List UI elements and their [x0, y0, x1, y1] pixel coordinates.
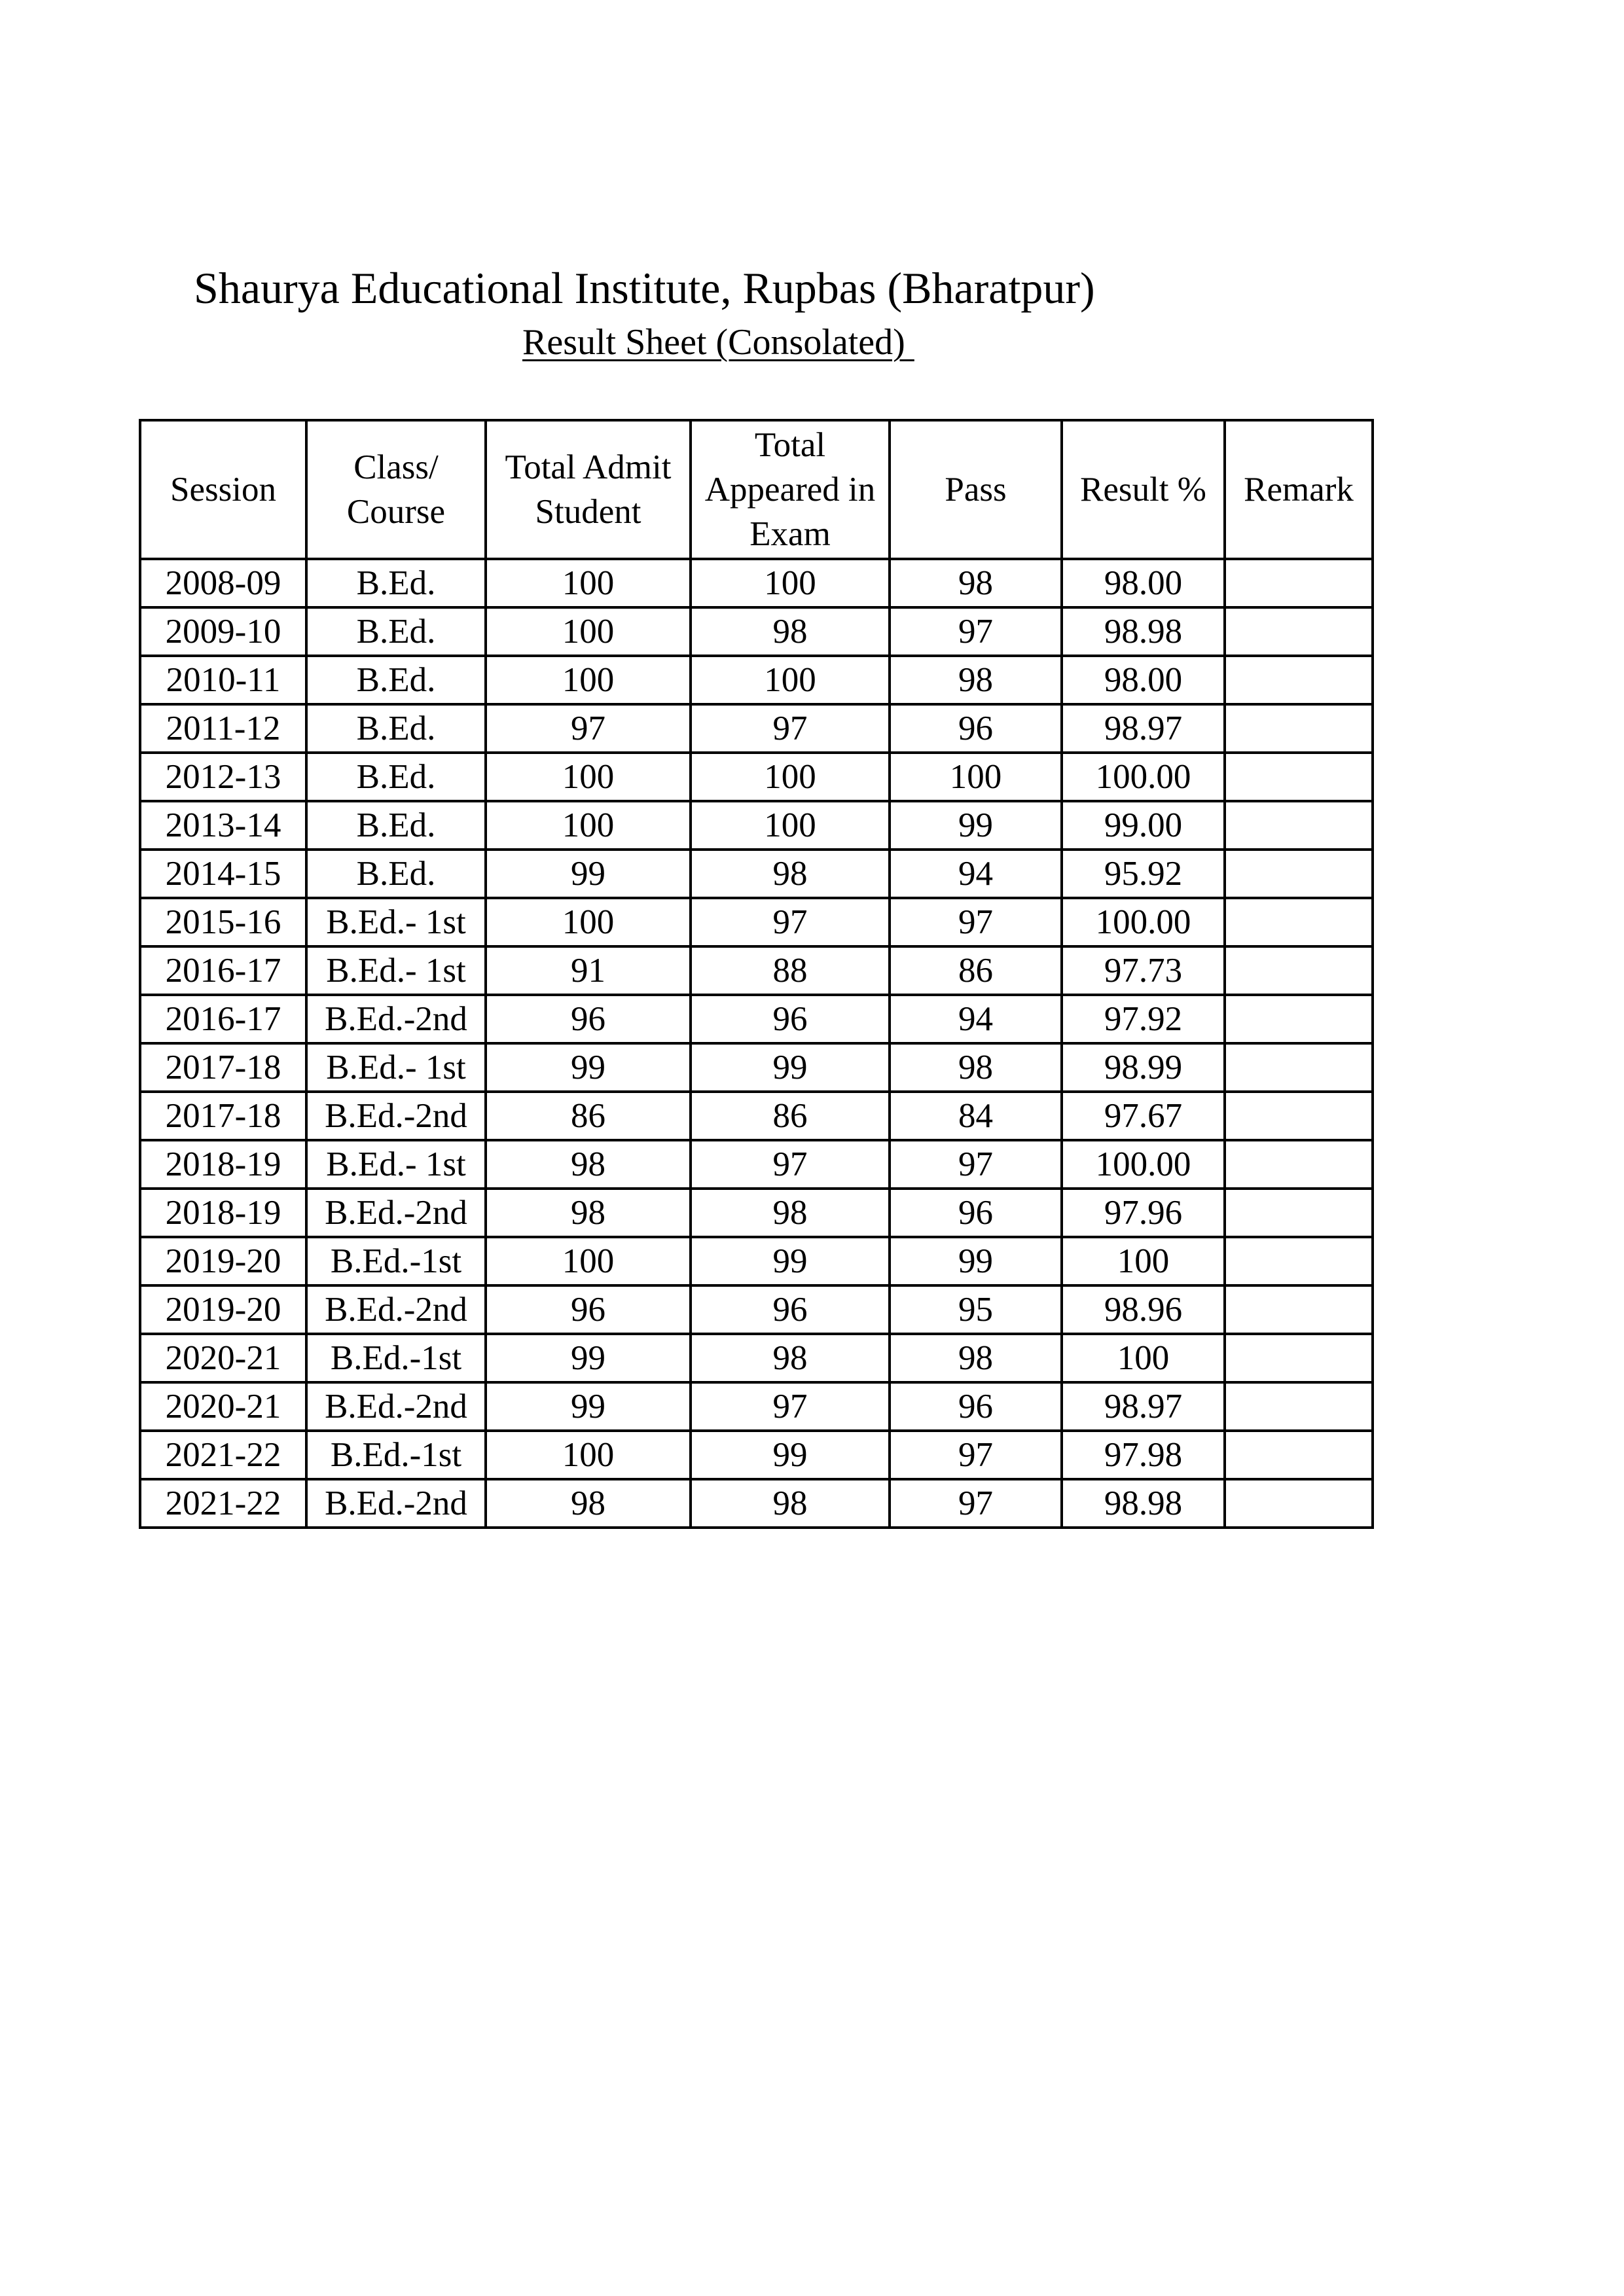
table-row — [140, 704, 1373, 753]
table-row — [140, 1237, 1373, 1285]
course-cell: B.Ed. — [306, 753, 486, 801]
pass-cell: 96 — [890, 1189, 1062, 1237]
pass-cell: 94 — [890, 850, 1062, 898]
course-cell: B.Ed.- 1st — [306, 1140, 486, 1189]
results-table — [139, 419, 1374, 1529]
result-percent-cell: 97.96 — [1062, 1189, 1225, 1237]
total-appeared-cell: 98 — [691, 1189, 890, 1237]
pass-cell: 98 — [890, 1043, 1062, 1092]
total-appeared-cell: 100 — [691, 801, 890, 850]
pass-cell: 95 — [890, 1285, 1062, 1334]
total-admit-cell: 100 — [486, 607, 691, 656]
pass-cell: 94 — [890, 995, 1062, 1043]
total-appeared-cell: 98 — [691, 607, 890, 656]
pass-cell: 97 — [890, 1140, 1062, 1189]
pass-cell: 96 — [890, 704, 1062, 753]
total-admit-cell: 99 — [486, 1043, 691, 1092]
course-cell: B.Ed. — [306, 656, 486, 704]
total-appeared-cell: 100 — [691, 559, 890, 607]
total-appeared-cell: 97 — [691, 1382, 890, 1431]
total-appeared-cell: 97 — [691, 704, 890, 753]
session-cell: 2014-15 — [140, 850, 306, 898]
result-percent-cell: 100.00 — [1062, 753, 1225, 801]
pass-cell: 99 — [890, 1237, 1062, 1285]
total-appeared-cell: 98 — [691, 850, 890, 898]
course-cell: B.Ed.- 1st — [306, 946, 486, 995]
table-row — [140, 1043, 1373, 1092]
course-cell: B.Ed.-2nd — [306, 1479, 486, 1528]
table-row — [140, 946, 1373, 995]
remark-cell — [1225, 1237, 1373, 1285]
session-cell: 2018-19 — [140, 1189, 306, 1237]
total-admit-cell: 96 — [486, 1285, 691, 1334]
pass-cell: 97 — [890, 607, 1062, 656]
remark-cell — [1225, 1479, 1373, 1528]
course-cell: B.Ed.-1st — [306, 1431, 486, 1479]
total-appeared-cell: 99 — [691, 1431, 890, 1479]
pass-cell: 98 — [890, 656, 1062, 704]
total-admit-cell: 91 — [486, 946, 691, 995]
total-appeared-cell: 99 — [691, 1237, 890, 1285]
remark-cell — [1225, 1334, 1373, 1382]
remark-cell — [1225, 656, 1373, 704]
total-appeared-cell: 100 — [691, 656, 890, 704]
total-admit-cell: 100 — [486, 656, 691, 704]
table-row — [140, 1140, 1373, 1189]
remark-cell — [1225, 1285, 1373, 1334]
remark-cell — [1225, 1043, 1373, 1092]
session-cell: 2015-16 — [140, 898, 306, 946]
result-percent-cell: 100.00 — [1062, 898, 1225, 946]
pass-cell: 96 — [890, 1382, 1062, 1431]
table-row — [140, 1189, 1373, 1237]
total-appeared-cell: 86 — [691, 1092, 890, 1140]
result-percent-cell: 98.00 — [1062, 559, 1225, 607]
session-cell: 2021-22 — [140, 1479, 306, 1528]
result-percent-cell: 100 — [1062, 1334, 1225, 1382]
header-session: Session — [140, 420, 306, 559]
remark-cell — [1225, 1382, 1373, 1431]
total-admit-cell: 100 — [486, 801, 691, 850]
total-admit-cell: 98 — [486, 1479, 691, 1528]
session-cell: 2016-17 — [140, 995, 306, 1043]
course-cell: B.Ed. — [306, 801, 486, 850]
table-row — [140, 1092, 1373, 1140]
document-subtitle: Result Sheet (Consolated) — [522, 322, 914, 363]
total-admit-cell: 98 — [486, 1189, 691, 1237]
remark-cell — [1225, 801, 1373, 850]
session-cell: 2010-11 — [140, 656, 306, 704]
session-cell: 2016-17 — [140, 946, 306, 995]
remark-cell — [1225, 1140, 1373, 1189]
remark-cell — [1225, 995, 1373, 1043]
session-cell: 2019-20 — [140, 1285, 306, 1334]
header-total-admit: Total Admit Student — [486, 420, 691, 559]
total-admit-cell: 98 — [486, 1140, 691, 1189]
pass-cell: 100 — [890, 753, 1062, 801]
remark-cell — [1225, 607, 1373, 656]
header-row — [140, 420, 1373, 559]
total-admit-cell: 100 — [486, 753, 691, 801]
total-appeared-cell: 88 — [691, 946, 890, 995]
result-percent-cell: 95.92 — [1062, 850, 1225, 898]
pass-cell: 97 — [890, 1479, 1062, 1528]
session-cell: 2011-12 — [140, 704, 306, 753]
remark-cell — [1225, 704, 1373, 753]
total-appeared-cell: 98 — [691, 1479, 890, 1528]
table-row — [140, 1382, 1373, 1431]
course-cell: B.Ed.-1st — [306, 1334, 486, 1382]
remark-cell — [1225, 753, 1373, 801]
course-cell: B.Ed.-1st — [306, 1237, 486, 1285]
session-cell: 2020-21 — [140, 1382, 306, 1431]
total-admit-cell: 100 — [486, 559, 691, 607]
course-cell: B.Ed. — [306, 704, 486, 753]
table-row — [140, 801, 1373, 850]
total-appeared-cell: 97 — [691, 1140, 890, 1189]
result-percent-cell: 100 — [1062, 1237, 1225, 1285]
pass-cell: 98 — [890, 1334, 1062, 1382]
session-cell: 2020-21 — [140, 1334, 306, 1382]
remark-cell — [1225, 850, 1373, 898]
course-cell: B.Ed.-2nd — [306, 1092, 486, 1140]
total-appeared-cell: 97 — [691, 898, 890, 946]
result-percent-cell: 97.73 — [1062, 946, 1225, 995]
session-cell: 2019-20 — [140, 1237, 306, 1285]
pass-cell: 97 — [890, 1431, 1062, 1479]
result-percent-cell: 98.97 — [1062, 1382, 1225, 1431]
course-cell: B.Ed.-2nd — [306, 995, 486, 1043]
total-admit-cell: 99 — [486, 1382, 691, 1431]
pass-cell: 86 — [890, 946, 1062, 995]
total-appeared-cell: 96 — [691, 995, 890, 1043]
remark-cell — [1225, 1092, 1373, 1140]
table-row — [140, 995, 1373, 1043]
total-admit-cell: 100 — [486, 1237, 691, 1285]
result-percent-cell: 98.97 — [1062, 704, 1225, 753]
session-cell: 2021-22 — [140, 1431, 306, 1479]
table-row — [140, 656, 1373, 704]
course-cell: B.Ed.-2nd — [306, 1382, 486, 1431]
session-cell: 2018-19 — [140, 1140, 306, 1189]
session-cell: 2008-09 — [140, 559, 306, 607]
result-percent-cell: 99.00 — [1062, 801, 1225, 850]
total-appeared-cell: 98 — [691, 1334, 890, 1382]
total-admit-cell: 97 — [486, 704, 691, 753]
remark-cell — [1225, 1431, 1373, 1479]
document-title: Shaurya Educational Institute, Rupbas (Bharatpur) — [194, 263, 1095, 313]
session-cell: 2012-13 — [140, 753, 306, 801]
total-admit-cell: 99 — [486, 850, 691, 898]
result-percent-cell: 98.99 — [1062, 1043, 1225, 1092]
total-admit-cell: 86 — [486, 1092, 691, 1140]
total-admit-cell: 100 — [486, 898, 691, 946]
total-appeared-cell: 100 — [691, 753, 890, 801]
total-appeared-cell: 99 — [691, 1043, 890, 1092]
course-cell: B.Ed. — [306, 607, 486, 656]
header-total-appeared: Total Appeared in Exam — [691, 420, 890, 559]
header-course: Class/ Course — [306, 420, 486, 559]
result-percent-cell: 98.98 — [1062, 607, 1225, 656]
session-cell: 2009-10 — [140, 607, 306, 656]
session-cell: 2013-14 — [140, 801, 306, 850]
result-percent-cell: 97.92 — [1062, 995, 1225, 1043]
pass-cell: 84 — [890, 1092, 1062, 1140]
course-cell: B.Ed.-2nd — [306, 1189, 486, 1237]
remark-cell — [1225, 946, 1373, 995]
pass-cell: 97 — [890, 898, 1062, 946]
remark-cell — [1225, 1189, 1373, 1237]
table-row — [140, 559, 1373, 607]
total-appeared-cell: 96 — [691, 1285, 890, 1334]
result-percent-cell: 97.98 — [1062, 1431, 1225, 1479]
course-cell: B.Ed.- 1st — [306, 1043, 486, 1092]
result-percent-cell: 98.98 — [1062, 1479, 1225, 1528]
session-cell: 2017-18 — [140, 1092, 306, 1140]
remark-cell — [1225, 898, 1373, 946]
total-admit-cell: 99 — [486, 1334, 691, 1382]
result-percent-cell: 97.67 — [1062, 1092, 1225, 1140]
course-cell: B.Ed.- 1st — [306, 898, 486, 946]
table-row — [140, 1285, 1373, 1334]
table-row — [140, 753, 1373, 801]
results-body — [140, 559, 1373, 1528]
header-result-percent: Result % — [1062, 420, 1225, 559]
header-remark: Remark — [1225, 420, 1373, 559]
course-cell: B.Ed. — [306, 850, 486, 898]
table-row — [140, 898, 1373, 946]
pass-cell: 98 — [890, 559, 1062, 607]
result-percent-cell: 100.00 — [1062, 1140, 1225, 1189]
table-row — [140, 850, 1373, 898]
course-cell: B.Ed.-2nd — [306, 1285, 486, 1334]
pass-cell: 99 — [890, 801, 1062, 850]
total-admit-cell: 100 — [486, 1431, 691, 1479]
table-row — [140, 1334, 1373, 1382]
result-percent-cell: 98.96 — [1062, 1285, 1225, 1334]
table-row — [140, 1479, 1373, 1528]
remark-cell — [1225, 559, 1373, 607]
session-cell: 2017-18 — [140, 1043, 306, 1092]
total-admit-cell: 96 — [486, 995, 691, 1043]
header-pass: Pass — [890, 420, 1062, 559]
course-cell: B.Ed. — [306, 559, 486, 607]
result-percent-cell: 98.00 — [1062, 656, 1225, 704]
table-row — [140, 607, 1373, 656]
table-row — [140, 1431, 1373, 1479]
